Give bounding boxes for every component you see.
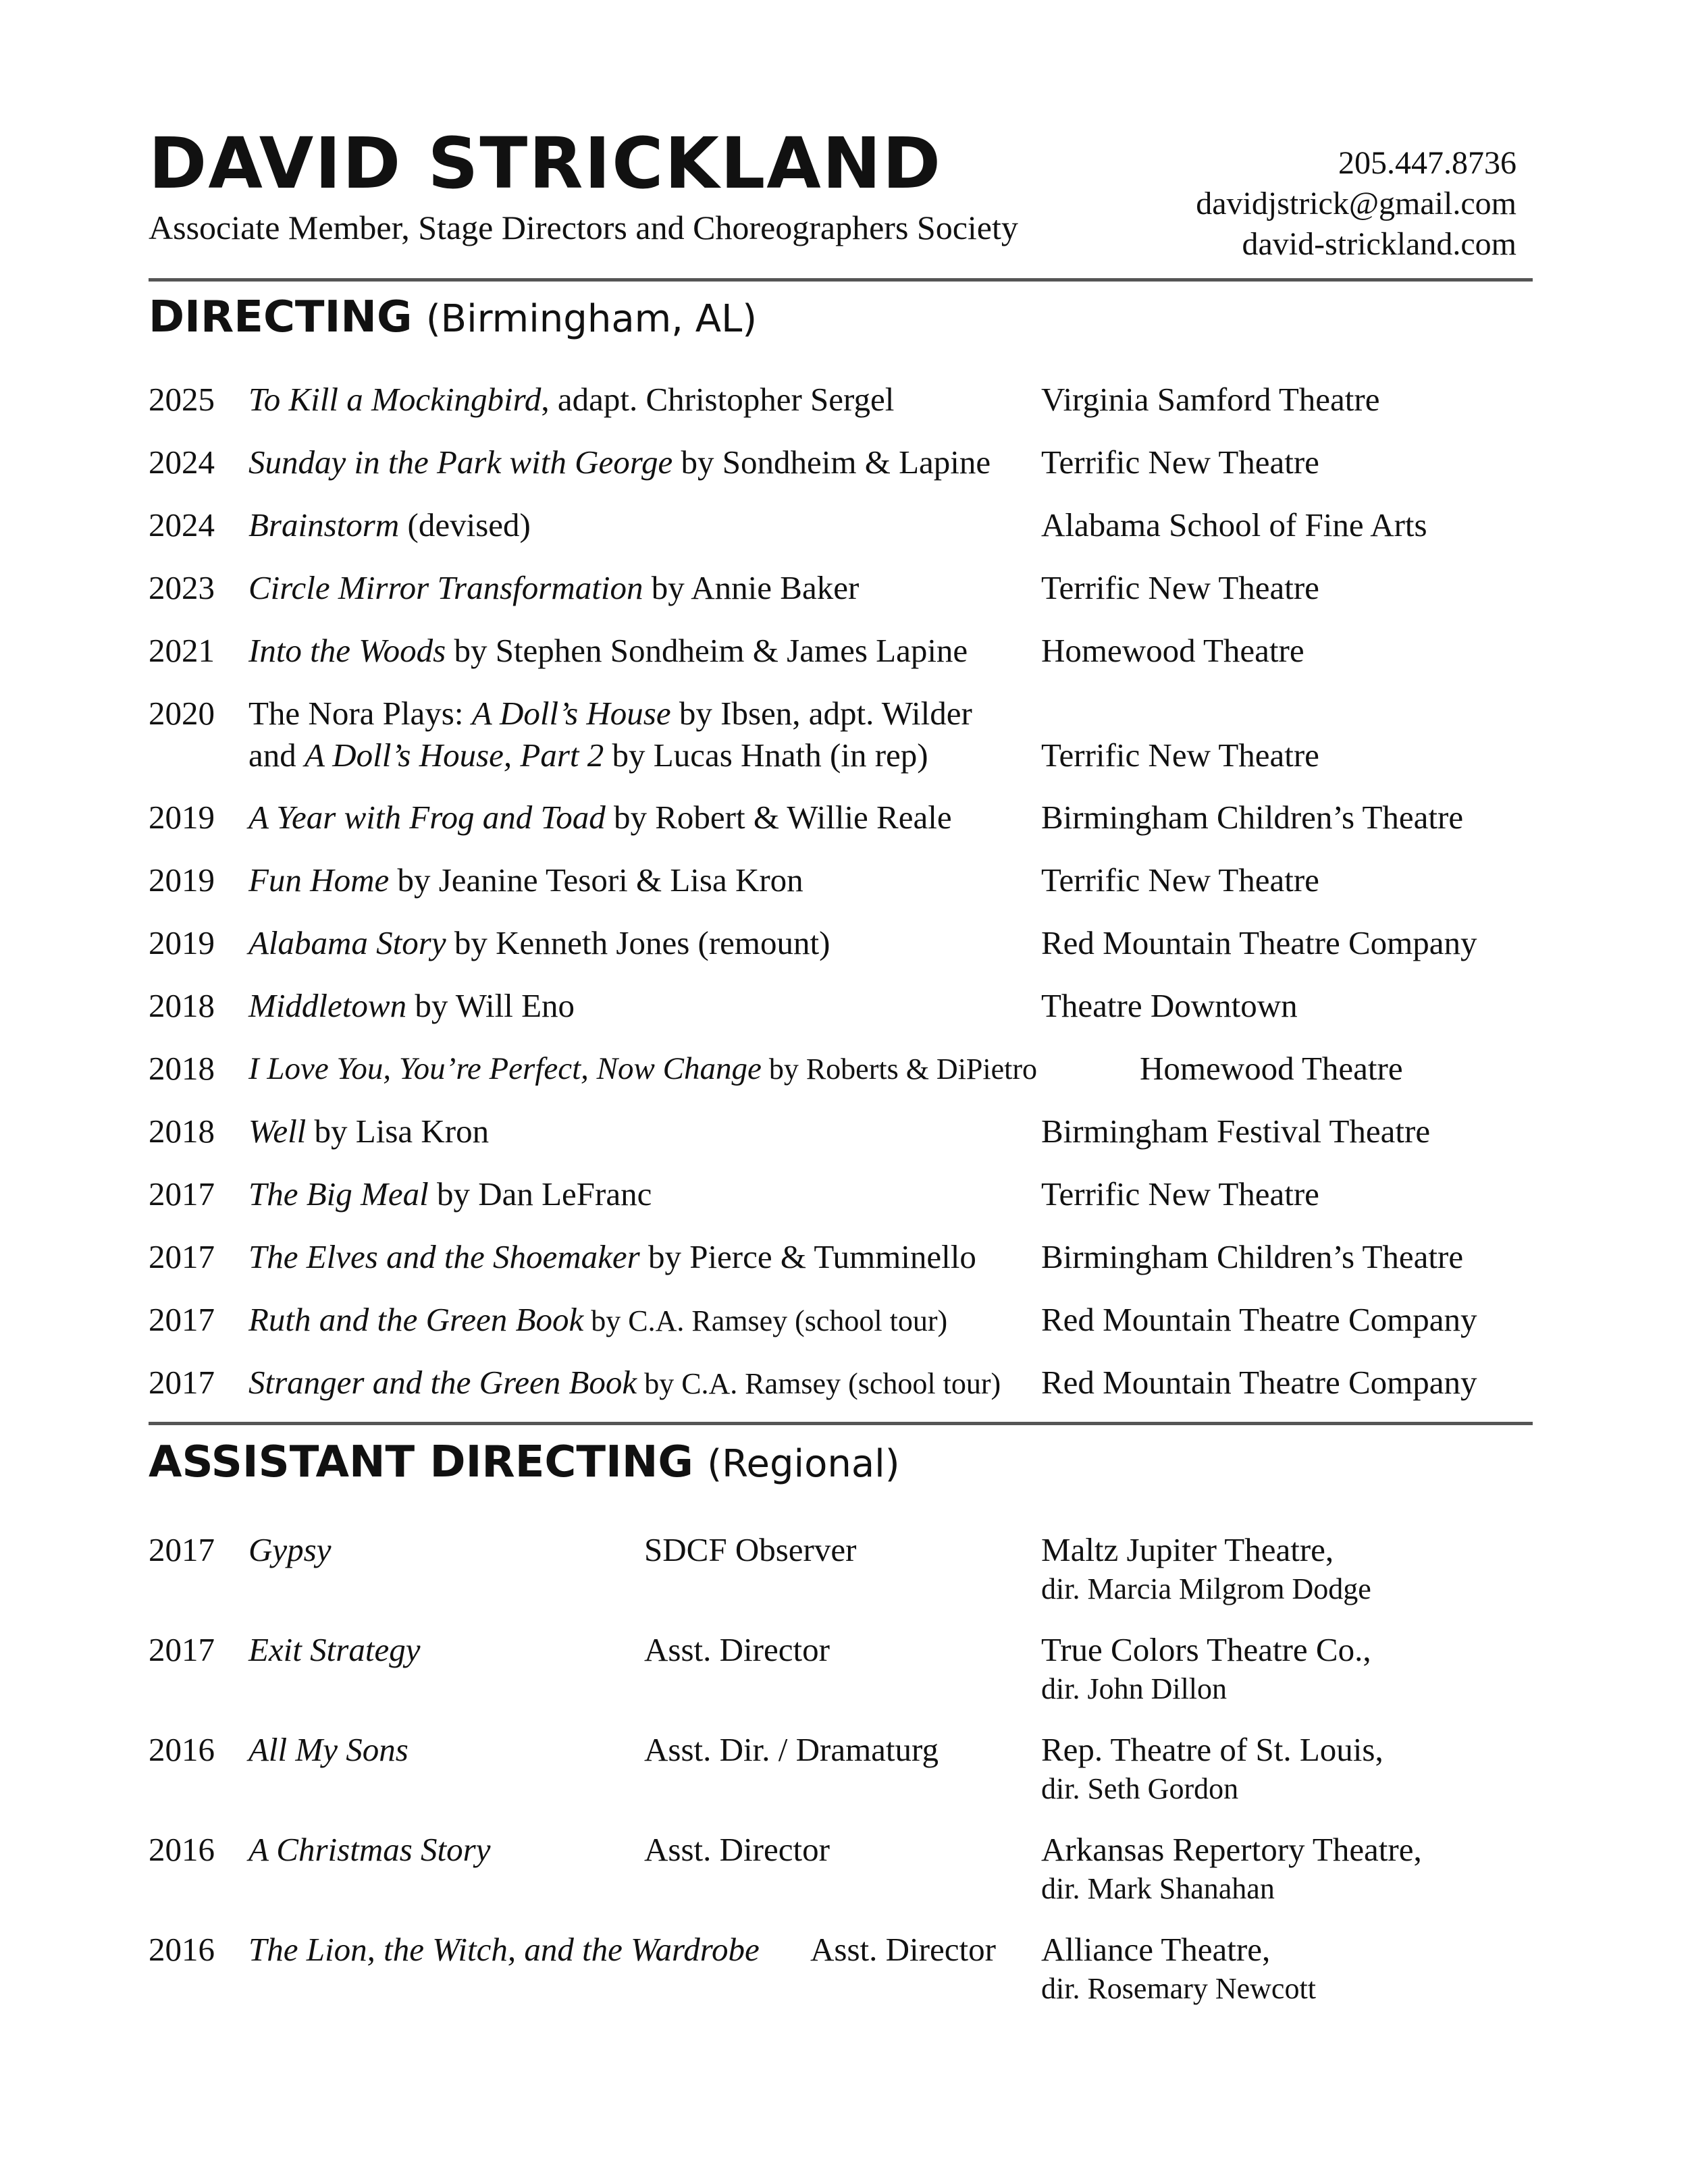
venue: Terrific New Theatre xyxy=(1041,444,1319,481)
show-title: A Doll’s House, Part 2 xyxy=(305,737,604,774)
show-title: Brainstorm xyxy=(248,506,400,543)
show-title: All My Sons xyxy=(248,1731,408,1768)
show-credit: by Stephen Sondheim & James Lapine xyxy=(446,632,968,669)
section-title-assistant-directing xyxy=(149,1437,900,1487)
work xyxy=(248,1173,652,1215)
venue: True Colors Theatre Co., xyxy=(1041,1631,1371,1668)
person-name: DAVID STRICKLAND xyxy=(149,122,943,205)
venue: Red Mountain Theatre Company xyxy=(1041,1301,1477,1338)
section-title-directing xyxy=(149,292,758,342)
show-title: Ruth and the Green Book xyxy=(248,1301,584,1338)
venue: Terrific New Theatre xyxy=(1041,1175,1319,1213)
year: 2018 xyxy=(149,987,215,1024)
show-credit: by Roberts & DiPietro xyxy=(761,1053,1038,1086)
year: 2017 xyxy=(149,1175,215,1213)
work-line xyxy=(248,737,928,774)
year: 2018 xyxy=(149,1050,215,1087)
venue: Theatre Downtown xyxy=(1041,987,1298,1024)
role: Asst. Director xyxy=(810,1931,996,1968)
show-title: Well xyxy=(248,1113,307,1150)
show-credit: by Annie Baker xyxy=(643,569,860,606)
work xyxy=(248,985,575,1027)
affiliation: Associate Member, Stage Directors and Choreographers Society xyxy=(149,209,1018,246)
year: 2024 xyxy=(149,506,215,543)
venue: Terrific New Theatre xyxy=(1041,737,1319,774)
show-title: A Year with Frog and Toad xyxy=(248,799,606,836)
role: SDCF Observer xyxy=(644,1531,857,1568)
role: Asst. Dir. / Dramaturg xyxy=(644,1731,939,1768)
year: 2021 xyxy=(149,632,215,669)
year: 2016 xyxy=(149,1831,215,1868)
contact-block xyxy=(1196,143,1516,265)
year: 2025 xyxy=(149,381,215,418)
work xyxy=(248,1111,489,1152)
director: dir. Seth Gordon xyxy=(1041,1772,1239,1805)
work xyxy=(248,379,894,421)
show-credit: by Jeanine Tesori & Lisa Kron xyxy=(389,861,803,899)
director: dir. Rosemary Newcott xyxy=(1041,1972,1316,2005)
work xyxy=(248,797,952,838)
section-heading: DIRECTING xyxy=(149,292,413,342)
show-credit: by C.A. Ramsey (school tour) xyxy=(637,1367,1001,1400)
role: Asst. Director xyxy=(644,1631,830,1668)
show-title: Fun Home xyxy=(248,861,390,899)
work xyxy=(248,922,830,964)
show-title: Exit Strategy xyxy=(248,1631,421,1668)
venue: Homewood Theatre xyxy=(1140,1050,1403,1087)
phone-number: 205.447.8736 xyxy=(1338,145,1516,181)
work xyxy=(248,442,991,483)
venue: Red Mountain Theatre Company xyxy=(1041,924,1477,961)
show-credit: by Robert & Willie Reale xyxy=(605,799,952,836)
show-credit: by Kenneth Jones (remount) xyxy=(446,924,830,961)
show-title: Stranger and the Green Book xyxy=(248,1364,637,1401)
show-title: Alabama Story xyxy=(248,924,446,961)
work xyxy=(248,504,531,546)
year: 2017 xyxy=(149,1631,215,1668)
show-title: The Elves and the Shoemaker xyxy=(248,1238,640,1275)
work-prefix: The Nora Plays: xyxy=(248,695,472,732)
venue: Alabama School of Fine Arts xyxy=(1041,506,1427,543)
year: 2016 xyxy=(149,1931,215,1968)
show-title: Into the Woods xyxy=(248,632,446,669)
venue: Birmingham Children’s Theatre xyxy=(1041,1238,1464,1275)
section-subheading: (Birmingham, AL) xyxy=(425,297,758,341)
director: dir. Mark Shanahan xyxy=(1041,1872,1275,1905)
show-title: The Big Meal xyxy=(248,1175,429,1213)
email-address: davidjstrick@gmail.com xyxy=(1196,186,1516,221)
section-heading: ASSISTANT DIRECTING xyxy=(149,1437,693,1487)
work xyxy=(248,1236,976,1278)
work xyxy=(248,1362,1001,1405)
director: dir. John Dillon xyxy=(1041,1672,1228,1705)
work xyxy=(248,859,803,901)
work xyxy=(248,567,859,609)
year: 2023 xyxy=(149,569,215,606)
work-line xyxy=(248,695,972,732)
year: 2020 xyxy=(149,695,215,732)
year: 2019 xyxy=(149,861,215,899)
venue: Arkansas Repertory Theatre, xyxy=(1041,1831,1422,1868)
venue: Alliance Theatre, xyxy=(1041,1931,1271,1968)
venue: Rep. Theatre of St. Louis, xyxy=(1041,1731,1383,1768)
venue: Terrific New Theatre xyxy=(1041,861,1319,899)
show-credit: by Lisa Kron xyxy=(306,1113,490,1150)
show-title: Gypsy xyxy=(248,1531,332,1568)
year: 2017 xyxy=(149,1238,215,1275)
section-subheading: (Regional) xyxy=(707,1442,900,1486)
year: 2024 xyxy=(149,444,215,481)
show-credit: by Dan LeFranc xyxy=(428,1175,652,1213)
show-title: Middletown xyxy=(248,987,407,1024)
year: 2017 xyxy=(149,1531,215,1568)
show-title: Circle Mirror Transformation xyxy=(248,569,643,606)
director: dir. Marcia Milgrom Dodge xyxy=(1041,1572,1371,1605)
show-credit: , adapt. Christopher Sergel xyxy=(541,381,895,418)
divider xyxy=(149,278,1533,282)
venue: Birmingham Children’s Theatre xyxy=(1041,799,1464,836)
show-credit: by C.A. Ramsey (school tour) xyxy=(583,1304,948,1337)
show-title: A Christmas Story xyxy=(248,1831,491,1868)
year: 2019 xyxy=(149,799,215,836)
show-title: I Love You, You’re Perfect, Now Change xyxy=(248,1051,762,1086)
show-credit: by Will Eno xyxy=(406,987,575,1024)
show-credit: by Ibsen, adpt. Wilder xyxy=(670,695,972,732)
work xyxy=(248,1048,1037,1090)
year: 2018 xyxy=(149,1113,215,1150)
venue: Virginia Samford Theatre xyxy=(1041,381,1380,418)
venue: Terrific New Theatre xyxy=(1041,569,1319,606)
venue: Homewood Theatre xyxy=(1041,632,1304,669)
year: 2017 xyxy=(149,1364,215,1401)
show-title: The Lion, the Witch, and the Wardrobe xyxy=(248,1931,760,1968)
show-credit: by Sondheim & Lapine xyxy=(672,444,991,481)
year: 2016 xyxy=(149,1731,215,1768)
show-credit: (devised) xyxy=(399,506,531,543)
year: 2019 xyxy=(149,924,215,961)
venue: Birmingham Festival Theatre xyxy=(1041,1113,1431,1150)
work xyxy=(248,693,972,776)
website: david-strickland.com xyxy=(1242,226,1516,262)
show-title: Sunday in the Park with George xyxy=(248,444,673,481)
role: Asst. Director xyxy=(644,1831,830,1868)
venue: Red Mountain Theatre Company xyxy=(1041,1364,1477,1401)
work xyxy=(248,630,968,672)
show-title: A Doll’s House xyxy=(471,695,671,732)
venue: Maltz Jupiter Theatre, xyxy=(1041,1531,1334,1568)
divider xyxy=(149,1422,1533,1425)
show-credit: by Lucas Hnath (in rep) xyxy=(604,737,928,774)
work xyxy=(248,1299,947,1342)
show-title: To Kill a Mockingbird xyxy=(248,381,542,418)
show-credit: by Pierce & Tumminello xyxy=(639,1238,976,1275)
work-prefix: and xyxy=(248,737,305,774)
year: 2017 xyxy=(149,1301,215,1338)
